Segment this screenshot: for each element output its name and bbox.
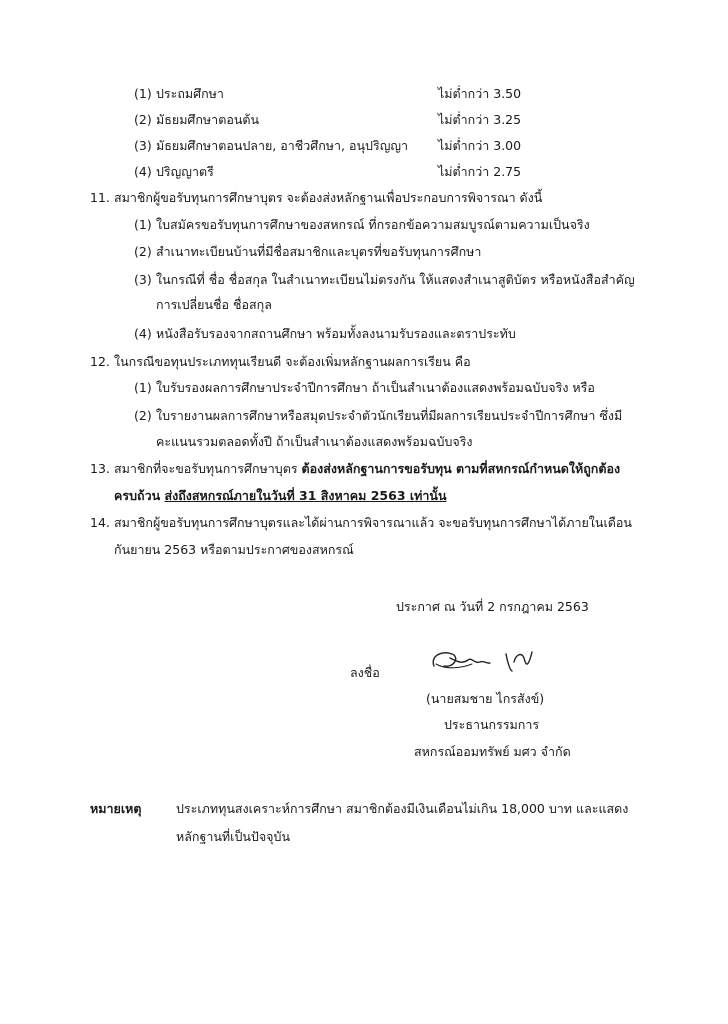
item-text: สมาชิกที่จะขอรับทุนการศึกษาบุตร [114,461,302,476]
sub-item-text: สำเนาทะเบียนบ้านที่มีชื่อสมาชิกและบุตรที่ขอรับทุนการศึกษา [156,244,482,259]
item-text-emphasis: ต้องส่งหลักฐานการขอรับทุน ตามที่สหกรณ์กำหนดให้ถูกต้อง [301,461,621,476]
sub-item-text: ใบรับรองผลการศึกษาประจำปีการศึกษา ถ้าเป็นสำเนาต้องแสดงพร้อมฉบับจริง หรือ [156,380,595,395]
gpa-level-requirement: ไม่ต่ำกว่า 3.50 [438,86,522,101]
sub-item-number: (3) [134,272,152,287]
announcement-date: ประกาศ ณ วันที่ 2 กรกฎาคม 2563 [396,599,589,614]
gpa-level-number: (4) [134,164,152,179]
item-text: สมาชิกผู้ขอรับทุนการศึกษาบุตร จะต้องส่งหลักฐานเพื่อประกอบการพิจารณา ดังนี้ [114,190,543,205]
gpa-level-requirement: ไม่ต่ำกว่า 3.00 [438,138,522,153]
note-label: หมายเหตุ [90,801,142,816]
item-text-emphasis: ครบถ้วน [114,488,165,503]
item-text-line [114,460,620,478]
sub-item-text-continued: การเปลี่ยนชื่อ ชื่อสกุล [156,297,272,312]
item-number: 13. [90,461,110,476]
sub-item-number: (4) [134,326,152,341]
item-number: 12. [90,354,110,369]
item-text: ในกรณีขอทุนประเภททุนเรียนดี จะต้องเพิ่มหลักฐานผลการเรียน คือ [114,354,471,369]
gpa-level-requirement: ไม่ต่ำกว่า 3.25 [438,112,522,127]
sub-item-text: ใบสมัครขอรับทุนการศึกษาของสหกรณ์ ที่กรอกข้อความสมบูรณ์ตามความเป็นจริง [156,217,590,232]
item-text-continued: กันยายน 2563 หรือตามประกาศของสหกรณ์ [114,542,354,557]
gpa-level-label: มัธยมศึกษาตอนปลาย, อาชีวศึกษา, อนุปริญญา [156,138,409,153]
sub-item-number: (2) [134,244,152,259]
sub-item-text: ใบรายงานผลการศึกษาหรือสมุดประจำตัวนักเรียนที่มีผลการเรียนประจำปีการศึกษา ซึ่งมี [156,408,623,423]
sign-label: ลงชื่อ [350,665,380,680]
gpa-level-label: ปริญญาตรี [156,164,214,179]
sub-item-number: (2) [134,408,152,423]
item-text: สมาชิกผู้ขอรับทุนการศึกษาบุตรและได้ผ่านการพิจารณาแล้ว จะขอรับทุนการศึกษาได้ภายในเดือน [114,515,632,530]
note-text-continued: หลักฐานที่เป็นปัจจุบัน [176,829,290,844]
gpa-level-number: (2) [134,112,152,127]
gpa-level-requirement: ไม่ต่ำกว่า 2.75 [438,164,522,179]
sub-item-text: หนังสือรับรองจากสถานศึกษา พร้อมทั้งลงนามรับรองและตราประทับ [156,326,516,341]
sub-item-number: (1) [134,380,152,395]
organization-name: สหกรณ์ออมทรัพย์ มศว จำกัด [414,744,571,759]
sub-item-text: ในกรณีที่ ชื่อ ชื่อสกุล ในสำเนาทะเบียนไม่ตรงกัน ให้แสดงสำเนาสูติบัตร หรือหนังสือสำคัญ [156,272,635,287]
item-number: 11. [90,190,110,205]
gpa-level-number: (1) [134,86,152,101]
signer-name: (นายสมชาย ไกรสังข์) [426,691,545,706]
gpa-level-number: (3) [134,138,152,153]
gpa-level-label: มัธยมศึกษาตอนต้น [156,112,260,127]
signer-position: ประธานกรรมการ [444,717,540,732]
sub-item-number: (1) [134,217,152,232]
item-text-line [114,487,447,505]
gpa-level-label: ประถมศึกษา [156,86,224,101]
signature-image [428,644,548,678]
item-number: 14. [90,515,110,530]
deadline-text: ส่งถึงสหกรณ์ภายในวันที่ 31 สิงหาคม 2563 เท่านั้น [164,488,447,503]
sub-item-text-continued: คะแนนรวมตลอดทั้งปี ถ้าเป็นสำเนาต้องแสดงพร้อมฉบับจริง [156,434,473,449]
note-text: ประเภททุนสงเคราะห์การศึกษา สมาชิกต้องมีเงินเดือนไม่เกิน 18,000 บาท และแสดง [176,801,629,816]
